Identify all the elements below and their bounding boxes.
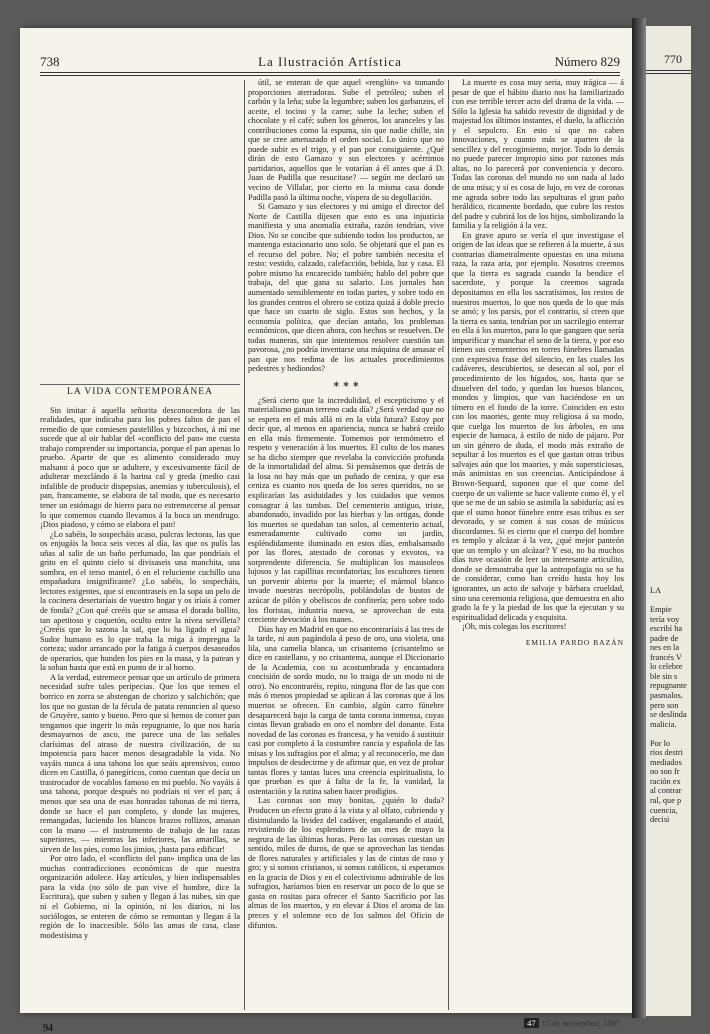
footer-date-text: 15 de noviembre, 1897	[541, 1018, 620, 1028]
paragraph: La muerte es cosa muy seria, muy trágica — á pesar de que el hábito diario nos ha familiarizado con ese terrible tercer acto del drama de la vida. — Sólo la Iglesia ha sabido revestir de dignidad y de majestad los últimos instantes, el duelo, la aflicción y el sepulcro. En esto sí que no caben innovaciones, y cuanto más se aparten de la sencillez y del recogimiento, mejor. Todo lo demás no puede parecer impropio sino por razones más altas, no lo parecerá por conveniencia y decoro. Todas las coronas del mundo no son nada al lado de una misa; y si es cosa de lujo, en vez de coronas me agrada sobre todo las sepulturas el gran paño heráldico, ricamente bordado, que cubre los restos del padre y cubrirá los de los hijos, simbolizando la familia y la religión á la vez.	[452, 78, 624, 231]
paragraph: Sin imitar á aquella señorita desconocedora de las realidades, que indicaba para los pobres faltos de pan el remedio de que comiesen pastelillos y bizcochos, á mí me sucede que al oir hablar del «conflicto del pan» me cuesta trabajo comprender su importancia, porque el pan apenas lo pruebo. Aparte de que es alimento considerado muy malsano á poco que se adultere, y excesivamente fácil de adulterar mezclándo á la harina cal y greda (medio casi infalible de producir dispepsias, anemias y tuberculosis), el pan, francamente, se elabora de tal modo, que es necesario tener un estómago de hierro para no estremecerse al pensar lo que comemos cuando llevamos á la boca un mendrugo. ¡Dios piadoso, y cómo se elabora el pan!	[40, 405, 240, 530]
issue-number: Número 829	[554, 54, 620, 69]
paragraph: ¿Lo sabéis, lo sospecháis acaso, pulcras lectoras, las que os enjugáis la boca seis veces al día, las que os pulís las uñas al salir de un baño perfumado, las que pondríais el grito en el quinto cielo si divisaseis una manchita, una sombra, en el terso mantel, ó en el reluciente cuchillo una empañadura insignificante? ¿Lo sabéis, lo sospecháis, lectores exigentes, que si encontraseis en la sopa un pelo de la cocinera desertaríais de vuestro hogar y os iríais á comer de fonda? ¿Con qué creéis que se amasa el dorado bollito, tan apetitoso y coquetón, oculto entre la nívea servilleta? ¿Creéis que lo sazona la sal, que lo ha ligado el agua? Sudor humano es lo que traba la miga á impregna la corteza; sudor arrancado por la fatiga á cuerpos desaseados de operarios, que hunden los pies en la masa, y la patean y la soban hasta que está en punto de ir al horno.	[40, 529, 240, 673]
paragraph: ¿Será cierto que la incredulidad, el escepticismo y el materialismo ganan terreno cada día? ¿Será verdad que no se espera en el más allá ni en la vida futura? Estoy por decir que, al menos en apariencia, nunca se habrá creído en ella más firmemente. Tomemos por termómetro el respeto y veneración á los muertos. El culto de los manes se ha dicho siempre que revelaba la convicción profunda de la inmortalidad del alma. Si pensásemos que detrás de la losa no hay más que un puñado de ceniza, y que esa ceniza es cuanto nos queda de los seres queridos, no se explicarían las asiduidades y los cuidados que vemos consagrar á las tumbas. Del cementerio antiguo, triste, abandonado, invadido por las hierbas y las ortigas, donde los muertos se quedaban tan solos, al cementerio actual, esmeradamente cultivado como un jardín, espléndidamente iluminado en estos días, embalsamado por las flores, atestado de coronas y exvotos, va sorprendente diferencia. Se multiplican los mausoleos lujosos y las capillitas recordatorias; los escultores tienen un porvenir abierto por la muerte; el mármol blanco invade nuestras necrópolis, poblándolas de bustos de azúcar de pilón y obeliscos de confitería; pero sobre todo los floristas, industria nueva, se aprovechan de esta creciente devoción á los manes.	[248, 395, 444, 625]
blank-area	[40, 78, 240, 378]
column-divider	[244, 80, 245, 1010]
section-stars: ∗ ∗ ∗	[332, 378, 360, 389]
paragraph: ¡Oh, mis colegas los escritores!	[462, 622, 567, 632]
paragraph: útil, se enteran de que aquel «renglón» va tomando proporciones aterradoras. Sube el petróleo; suben el carbón y la leña; sube la legumbre; suben los garbanzos, el aceite, el tocino y la carne; sube la leche; suben el chocolate y el café; suben los géneros, los aranceles y las contribuciones como la espuma, sin que nadie chille, sin que se cree amenazado el orden social. Lo único que no puede subir es el trigo, y el pan por consiguiente. ¿Qué dirán de esto Gamazo y sus electores y acérrimos partidarios, aquellos que le votarían á él antes que á D. Juan de Padilla que resucitase? — según me declaró un vecino de Villalar, por cierto en la misma casa donde Padilla pasó la última noche, víspera de su degollación.	[248, 78, 444, 202]
next-page-text: LA Empie tería voy escribí ha padre de nes en la francés V lo celebre ble sin s repugnante pasmalos. pero son se deslinda malicia. Por lo rios destri mediados no son fr ración ex al contrar ral, que p cuencia, decisi	[650, 586, 687, 825]
next-page-number: 770	[664, 52, 682, 66]
journal-title: La Ilustración Artística	[258, 54, 402, 69]
page-number: 738	[40, 54, 60, 69]
column-divider	[448, 80, 449, 1010]
next-page-edge	[646, 26, 691, 1016]
page-header	[40, 54, 620, 70]
column-1	[40, 378, 240, 940]
section-title: LA VIDA CONTEMPORÁNEA	[67, 387, 213, 397]
paragraph: Si Gamazo y sus electores y mi amigo el director del Norte de Castilla dijesen que esto es una injusticia manifiesta y una anomalía extraña, razón tendrían, vive Dios. No se concibe que subiendo todos los productos, se mantenga estacionario uno solo. Se objetará que el pan es el recurso del pobre. No; el pobre también necesita el resto: vestido, calzado, calefacción, bebida, luz y casa. El pobre mismo ha encarecido también; hablo del pobre que trabaja, del que gana su salario. Los jornales han aumentado sensiblemente en todas partes, y sobre todo en los grandes centros el obrero se cotiza quizá á doble precio que hace un cuarto de siglo. Estos son hechos, y la economía política, que decían antaño, los problemas económicos, que dicen ahora, con hechos se resuelven. De todas maneras, sin que intentemos resolver cuestión tan pavorosa, ¿no podría inventarse una máquina de amasar el pan que nos redima de los actuales procedimientos pedestres y hediondos?	[248, 202, 444, 374]
footer-page-number: 94	[43, 1023, 53, 1034]
paragraph: Las coronas son muy bonitas, ¿quién lo duda? Producen un efecto grato á la vista y al olfato, cubriendo y disimulando la lividez del cadáver, engalanando el ataúd, revistiendo de los esplendores de un mes de mayo la negrura de las últimas horas. Pero las coronas cuestan un sentido, miles de duros, de que se aprovechan las tiendas de flores naturales y artificiales y las de cintas de raso y gro; y si somos cristianos, si somos católicos, si esperamos en la gracia de Dios y en el colectivismo admirable de los sufragios, haríamos bien en reservar un poco de lo que se gasta en rositas para ofrecer el Santo Sacrificio por las almas de los muertos, y en elevar á Dios el aroma de las preces y el solemne eco de los salmos del Oficio de difuntos.	[248, 796, 444, 930]
paragraph: En grave apuro se vería el que investigase el origen de las ideas que se refieren á la muerte, á sus contrarias diametralmente opuestas en una misma raza, la raza aria, por ejemplo. Nosotros creemos que la tierra es sagrada cuando la bendice el sacerdote, y porque la creemos sagrada depositamos en ella los sacratísimos, los restos de nuestros muertos, lo que nos queda de lo que más se amó; y los parsis, por el contrario, sí creen que la tierra es santa, tendrían por un sacrilegio enterrar en ella á los muertos, para lo que ganguen que sería impurificar y manchar el seno de la tierra, y por eso tienen sus cementerios en torres fúnebres llamadas con expresiva frase del silencio, en las cuales los cadáveres, descubiertos, se desecan al sol, por el procedimiento de los hígados, sos, hasta que se disuelven del todo, y quedan los huesos blancos, mondos y limpios, que van haciéndose en un tímero en el fondo de la torre. Coinciden en esto con los maories, gente muy religiosa á su modo, que cuelga los muertos de los árboles, en una especie de hamaca, á estilo de nido de pájaro. Por un sin género de duda, el modo más extraño de sepultar á los muertos es el que gastan otras tribus salvajes aún que los maories, y más supersticiosas, más animistas en sus creencias. Anticipándose á Brown-Sequard, suponen que el que come del cuerpo de un valiente se hace valiente como él, y el que se me de un sabio se asimila la sabiduría; así es que el sumo honor fúnebre entre esas tribus es ser devorado, y se comen á sus cosas de músicos discordantes. Si es cierto que el cuerpo del hombre es templo y alcázar á la vez, ¿qué mejor panteón que un templo y un alcázar? Y eso, no ha muchos días tuve ocasión de leer un interesante articulito, donde se demostraba que la antropofagia no se ha de considerar, como han creído hasta hoy los ignorantes, un acto de salvaje y bárbara crueldad, sino una ceremonia religiosa, que demuestra en alto grado la fe y la piedad de los que la ejecutan y su espiritualidad delicada y exquisita.	[452, 230, 624, 622]
author-signature: EMILIA PARDO BAZÁN	[525, 637, 624, 647]
paragraph: Días hay en Madrid en que no encontraríais á las tres de la tarde, ni aun pagándola á peso de oro, una violeta, una lila, una camelia blanca, un crisantemo (crisantelmo se dice en castellano, y no crisantema, aunque el Diccionario de la Academia, con su acostumbrada y encantadora concisión de sordo mudo, no lo traiga de un modo ni de otro). No encontraréis, repito, ninguna flor de las que con más ó menos propiedad se aplican á las coronas que á los muertos se ofrecen. En cambio, algún carro fúnebre desaparecerá bajo la carga de tanta corona inmensa, cuyas cintas llevan grabado en oro el nombre del donante. Esta novedad de las coronas es francesa, y ha venido á sustituir casi por completo á la costumbre rancia y española de las misas y los sufragios por el alma; y al reconocerlo, me dan impulsos de desdecirme y de afirmar que, en vez de probar tantas flores y tantas luces una creencia espiritualista, lo que prueban es que á falta de la fe, la vanidad, la ostentación y la rutina saben hacer prodigios.	[248, 624, 444, 796]
paragraph: Por otro lado, el «conflicto del pan» implica una de las muchas contradicciones económicas de que nuestra organización adolece. Hay artículos, y bien indispensables para la vida (no sólo de pan vive el hombre, dice la Escritura), que suben y suben y llegan á las nubes, sin que ni el Gobierno, ni la opinión, ni los diarios, ni los sociólogos, se enteren de cómo se remontan y llegan á la región de lo inaccesible. Sólo las amas de casa, clase modestísima y	[40, 854, 240, 940]
column-3	[452, 78, 624, 647]
paragraph: A la verdad, estremece pensar que un artículo de primera necesidad sufre tales peripecias. Que los que temen el borrico en zorra se abstengan de chorizo y salchichón; que los que no gustan de la fécula de patata renuncien al queso de Gruyère, santo y bueno. Pero que si hemos de comer pan tengamos que ingerir lo más repugnante, lo que nos haría desmayarnos de asco, me parece una de las señales clarísimas del atraso de nuestra civilización, de su impotencia para hacer menos desagradable la vida. No vayáis nunca á una tahona los que seáis aprensivos, como dicen en Castilla, ó panegíricos, como cuentan que decía un trastrocador de vocablos famoso en mi pueblo. No vayáis á una tahona, porque después no podríais ni ver el pan; á menos que sea una de esas honradas tahonas de mi tierra, donde se hace el pan completo, y donde las mujeres, remangadas, luciendo los blancos brazos rollizos, amasan con la mano — el instrumento de trabajo de las razas superiores, — mientras las inferiores, las amarillas, se sirven de los pies, como los jimios, ¡hasta para edificar!	[40, 672, 240, 854]
footer-badge: 47	[524, 1018, 539, 1028]
page	[20, 28, 632, 1034]
column-2	[248, 78, 444, 930]
header-rule	[40, 72, 620, 76]
next-header-rule	[646, 70, 691, 74]
book-gutter	[632, 18, 646, 1018]
footer-date	[524, 1018, 620, 1028]
